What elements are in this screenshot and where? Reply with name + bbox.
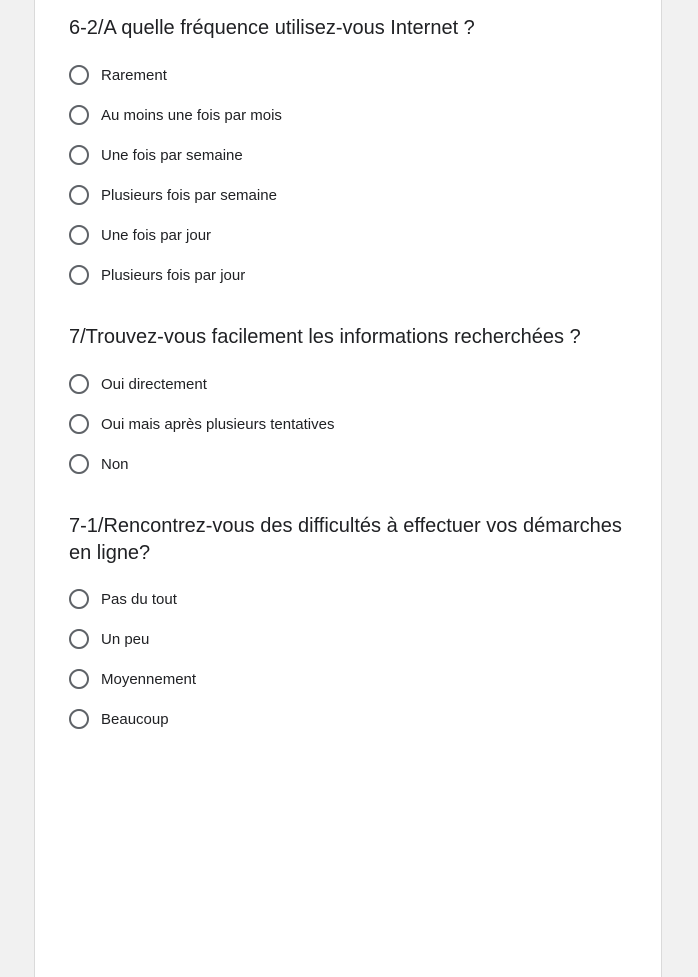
radio-option-rarement[interactable] [69,55,631,95]
option-label: Beaucoup [101,710,169,728]
option-label: Moyennement [101,670,197,688]
radio-button-icon[interactable] [69,629,89,649]
radio-option-un-peu[interactable] [69,619,631,659]
question-find-information [69,324,631,484]
radio-button-icon[interactable] [69,65,89,85]
radio-button-icon[interactable] [69,225,89,245]
option-label: Plusieurs fois par jour [101,266,246,284]
radio-option-pas-du-tout[interactable] [69,579,631,619]
radio-option-oui-directement[interactable] [69,364,631,404]
radio-option-beaucoup[interactable] [69,699,631,739]
radio-button-icon[interactable] [69,454,89,474]
option-label: Pas du tout [101,590,177,608]
radio-button-icon[interactable] [69,265,89,285]
radio-button-icon[interactable] [69,709,89,729]
radio-button-icon[interactable] [69,669,89,689]
option-label: Oui mais après plusieurs tentatives [101,415,335,433]
radio-button-icon[interactable] [69,414,89,434]
radio-option-une-fois-par-jour[interactable] [69,215,631,255]
radio-option-plusieurs-fois-par-jour[interactable] [69,255,631,295]
radio-option-non[interactable] [69,444,631,484]
radio-button-icon[interactable] [69,374,89,394]
option-label: Une fois par jour [101,226,212,244]
option-label: Non [101,455,129,473]
radio-button-icon[interactable] [69,185,89,205]
question-title: 6-2/A quelle fréquence utilisez-vous Internet ? [69,17,475,39]
radio-group [69,579,631,739]
option-label: Rarement [101,66,167,84]
radio-group [69,364,631,484]
question-title: 7-1/Rencontrez-vous des difficultés à effectuer vos démarches en ligne? [69,515,622,564]
radio-group [69,55,631,295]
radio-button-icon[interactable] [69,589,89,609]
question-title: 7/Trouvez-vous facilement les informations recherchées ? [69,326,581,348]
form-card [34,0,662,977]
option-label: Oui directement [101,375,207,393]
radio-button-icon[interactable] [69,145,89,165]
radio-option-oui-apres-plusieurs-tentatives[interactable] [69,404,631,444]
radio-option-une-fois-par-semaine[interactable] [69,135,631,175]
option-label: Une fois par semaine [101,146,243,164]
radio-option-plusieurs-fois-par-semaine[interactable] [69,175,631,215]
option-label: Plusieurs fois par semaine [101,186,277,204]
radio-option-moyennement[interactable] [69,659,631,699]
question-internet-frequency [69,15,631,295]
radio-option-au-moins-une-fois-par-mois[interactable] [69,95,631,135]
question-online-difficulties [69,513,631,739]
option-label: Un peu [101,630,150,648]
radio-button-icon[interactable] [69,105,89,125]
option-label: Au moins une fois par mois [101,106,282,124]
